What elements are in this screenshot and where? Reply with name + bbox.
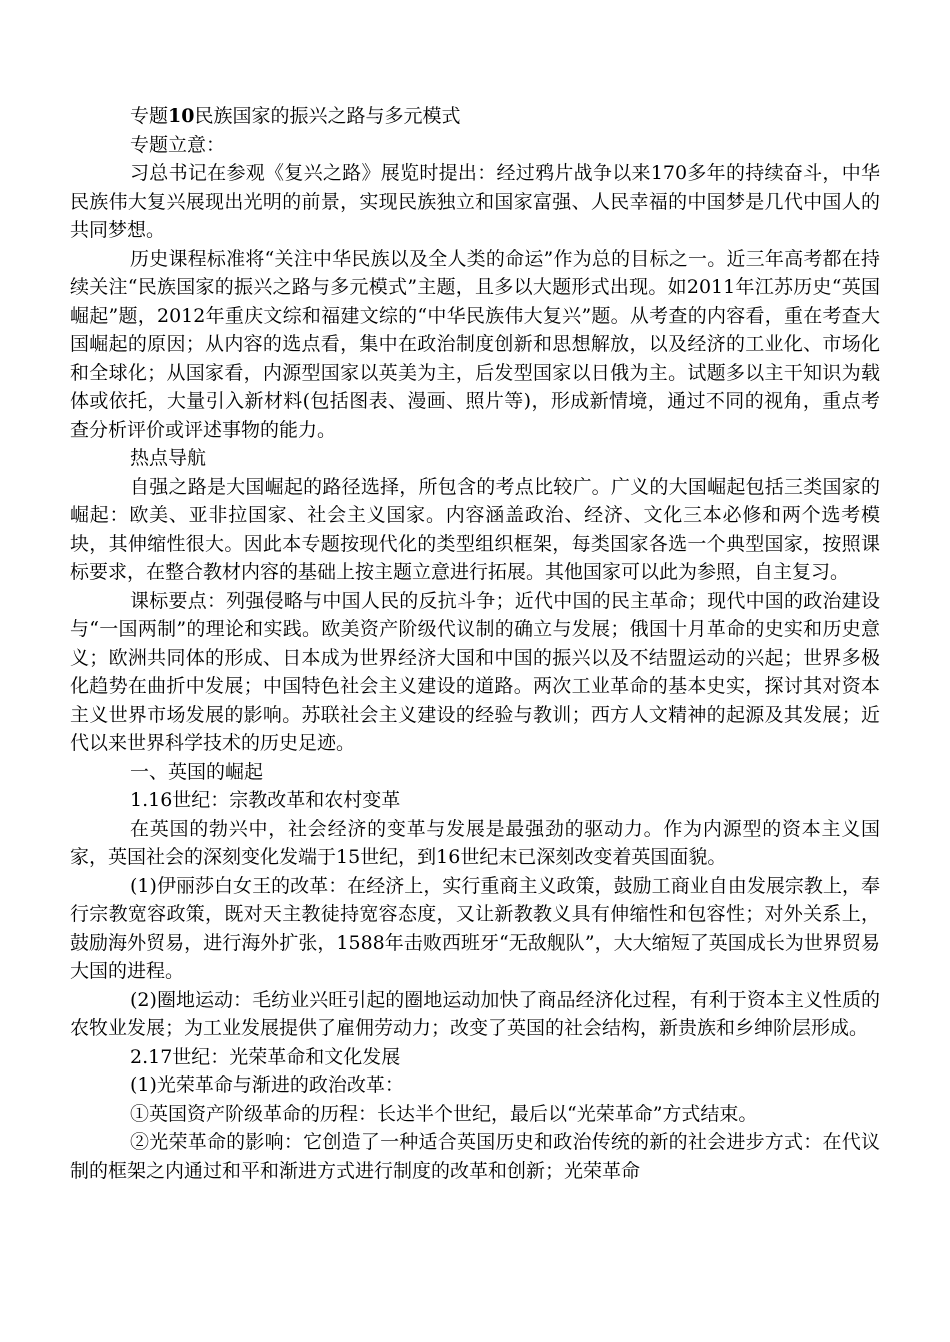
title-rest: 民族国家的振兴之路与多元模式: [194, 105, 461, 127]
document-title: [70, 102, 880, 131]
section-heading: 1.16世纪：宗教改革和农村变革: [130, 789, 401, 811]
section-heading: (1)光荣革命与渐进的政治改革：: [130, 1074, 404, 1096]
document-body: [70, 131, 880, 1186]
section-heading: 热点导航: [130, 447, 207, 469]
body-paragraph: ②光荣革命的影响：它创造了一种适合英国历史和政治传统的新的社会进步方式：在代议制的框架之内通过和平和渐进方式进行制度的改革和创新；光荣革命: [70, 1131, 880, 1182]
title-number: 10: [168, 105, 195, 127]
body-paragraph: 在英国的勃兴中，社会经济的变革与发展是最强劲的驱动力。作为内源型的资本主义国家，英国社会的深刻变化发端于15世纪，到16世纪末已深刻改变着英国面貌。: [70, 817, 880, 868]
body-paragraph: 课标要点：列强侵略与中国人民的反抗斗争；近代中国的民主革命；现代中国的政治建设与“一国两制”的理论和实践。欧美资产阶级代议制的确立与发展；俄国十月革命的史实和历史意义；欧洲共同体的形成、日本成为世界经济大国和中国的振兴以及不结盟运动的兴起；世界多极化趋势在曲折中发展；中国特色社会主义建设的道路。两次工业革命的基本史实，探讨其对资本主义世界市场发展的影响。苏联社会主义建设的经验与教训；西方人文精神的起源及其发展；近代以来世界科学技术的历史足迹。: [70, 589, 880, 754]
title-prefix: 专题: [130, 105, 169, 127]
section-heading: 2.17世纪：光荣革命和文化发展: [130, 1045, 401, 1068]
body-paragraph: (2)圈地运动：毛纺业兴旺引起的圈地运动加快了商品经济化过程，有利于资本主义性质的农牧业发展；为工业发展提供了雇佣劳动力；改变了英国的社会结构，新贵族和乡绅阶层形成。: [70, 988, 880, 1039]
body-paragraph: 习总书记在参观《复兴之路》展览时提出：经过鸦片战争以来170多年的持续奋斗，中华民族伟大复兴展现出光明的前景，实现民族独立和国家富强、人民幸福的中国梦是几代中国人的共同梦想。: [70, 162, 880, 241]
body-paragraph: (1)伊丽莎白女王的改革：在经济上，实行重商主义政策，鼓励工商业自由发展宗教上，奉行宗教宽容政策，既对天主教徒持宽容态度，又让新教教义具有伸缩性和包容性；对外关系上，鼓励海外贸易，进行海外扩张，1588年击败西班牙“无敌舰队”，大大缩短了英国成长为世界贸易大国的进程。: [70, 874, 880, 982]
section-heading: 一、英国的崛起: [130, 760, 264, 783]
body-paragraph: 自强之路是大国崛起的路径选择，所包含的考点比较广。广义的大国崛起包括三类国家的崛起：欧美、亚非拉国家、社会主义国家。内容涵盖政治、经济、文化三本必修和两个选考模块，其伸缩性很大。因此本专题按现代化的类型组织框架，每类国家各选一个典型国家，按照课标要求，在整合教材内容的基础上按主题立意进行拓展。其他国家可以此为参照，自主复习。: [70, 475, 880, 583]
section-heading: 专题立意：: [130, 133, 226, 156]
body-paragraph: 历史课程标准将“关注中华民族以及全人类的命运”作为总的目标之一。近三年高考都在持续关注“民族国家的振兴之路与多元模式”主题，且多以大题形式出现。如2011年江苏历史“英国崛起”题，2012年重庆文综和福建文综的“中华民族伟大复兴”题。从考查的内容看，重在考查大国崛起的原因；从内容的选点看，集中在政治制度创新和思想解放，以及经济的工业化、市场化和全球化；从国家看，内源型国家以英美为主，后发型国家以日俄为主。试题多以主干知识为载体或依托，大量引入新材料(包括图表、漫画、照片等)，形成新情境，通过不同的视角，重点考查分析评价或评述事物的能力。: [70, 247, 880, 441]
body-paragraph: ①英国资产阶级革命的历程：长达半个世纪，最后以“光荣革命”方式结束。: [130, 1102, 758, 1125]
